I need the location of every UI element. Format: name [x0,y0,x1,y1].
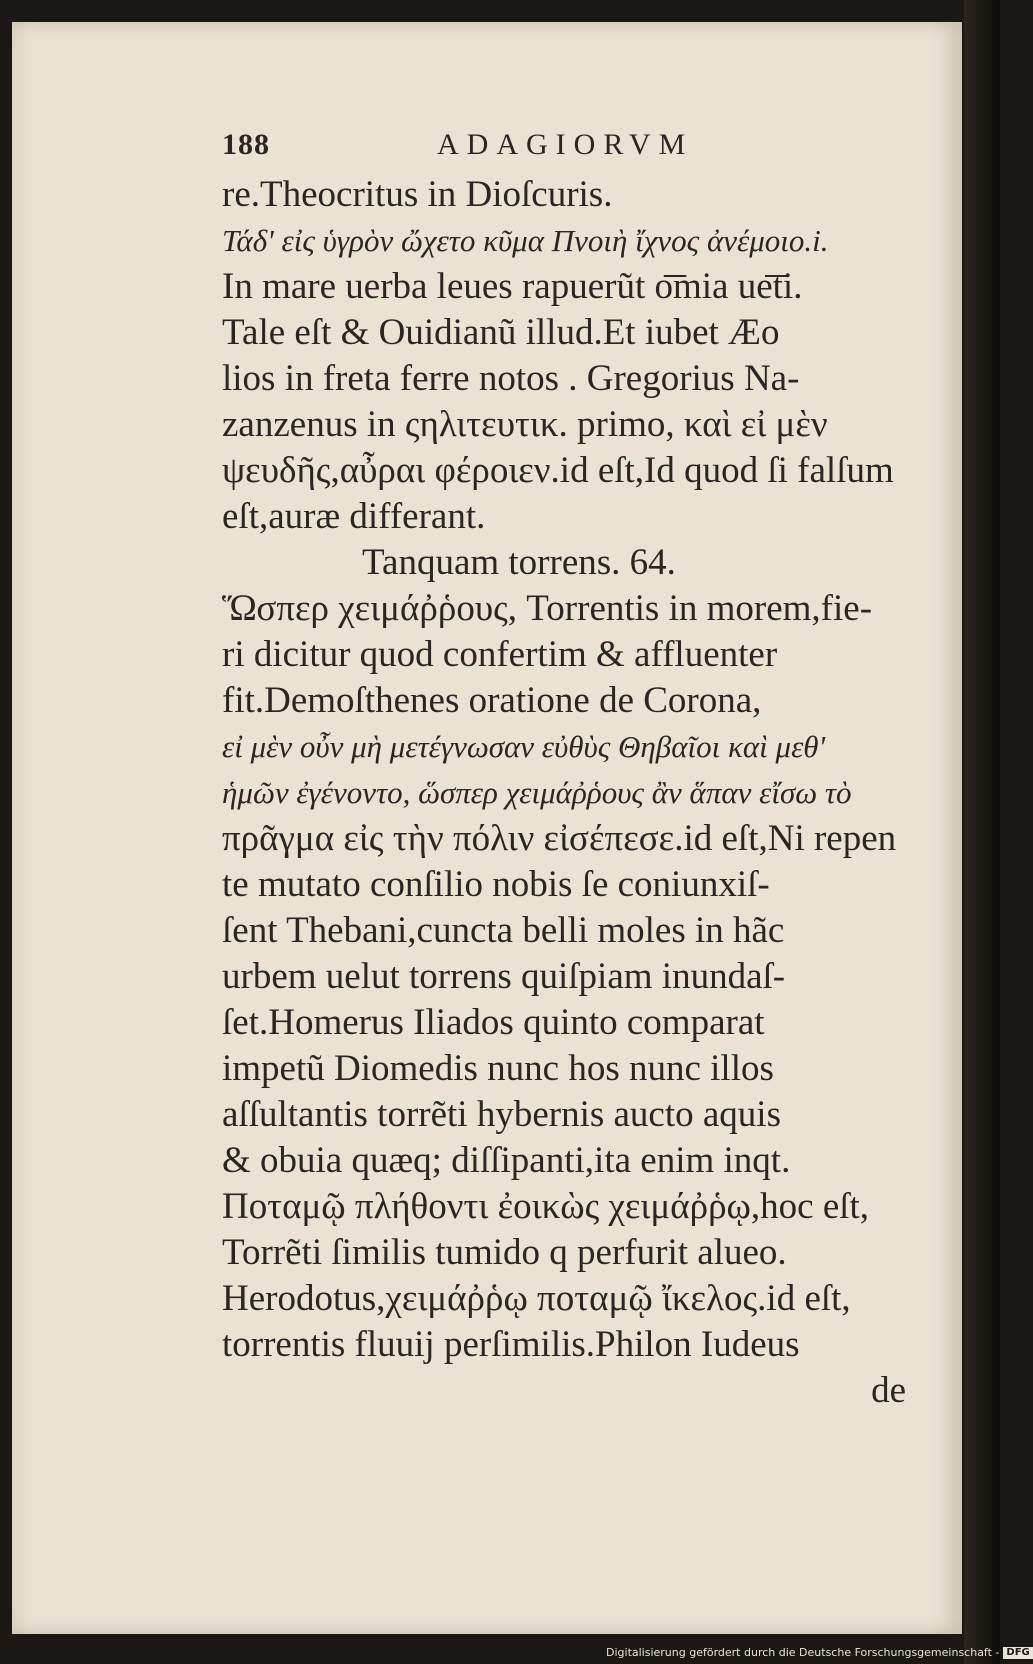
text-line: Tale eſt & Ouidianũ illud.Et iubet Æo [222,312,780,353]
text-line: & obuia quæq; diſſipanti,ita enim inqt. [222,1140,791,1181]
text-line: urbem uelut torrens quiſpiam inundaſ- [222,956,786,997]
text-line: εἰ μὲν οὖν μὴ μετέγνωσαν εὐθὺς Θηβαῖοι καὶ μεθ' [222,729,826,764]
dfg-logo: DFG [1003,1647,1032,1659]
bleed-through-mark [42,350,182,364]
page-number: 188 [222,128,270,161]
footer-text: Digitalisierung gefördert durch die Deutsche Forschungsgemeinschaft - [606,1646,1000,1659]
text-line: ἡμῶν ἐγένοντο, ὥσπερ χειμάῤῥους ἂν ἅπαν εἴσω τὸ [222,775,852,810]
running-title: ADAGIORVM [437,128,694,161]
text-line: Torrẽti ſimilis tumido q perfurit alueo. [222,1232,787,1273]
text-lines [222,172,910,1414]
text-line: zanzenus in ςηλιτευτικ. primo, καὶ εἰ μὲν [222,404,828,445]
text-line: ſet.Homerus Iliados quinto comparat [222,1002,765,1043]
text-line: ri dicitur quod confertim & affluenter [222,634,778,675]
text-line: ſent Thebani,cuncta belli moles in hãc [222,910,785,951]
bleed-through-mark [42,310,182,324]
text-line: Ποταμῷ πλήθοντι ἐοικὼς χειμάῤῥῳ,hoc eſt, [222,1186,870,1227]
text-line: In mare uerba leues rapuerũt o͞mia ue͞ti. [222,266,803,307]
footer-credit [606,1646,1033,1659]
text-line: eſt,auræ differant. [222,496,486,537]
adage-heading: Tanquam torrens. 64. [362,542,676,583]
text-line: Herodotus,χειμάῤῥῳ ποταμῷ ἴκελος.id eſt, [222,1278,851,1319]
text-line: fit.Demoſthenes oratione de Corona, [222,680,762,721]
text-line: Ὥσπερ χειμάῤῥους, Torrentis in morem,fie- [222,588,873,629]
bleed-through-mark [42,260,182,274]
page-text [222,128,910,1414]
text-line: torrentis fluuij perſimilis.Philon Iudeus [222,1324,800,1365]
text-line: re.Theocritus in Dioſcuris. [222,174,613,215]
text-line: impetũ Diomedis nunc hos nunc illos [222,1048,774,1089]
text-line: Τάδ' εἰς ὑγρὸν ὤχετο κῦμα Πνοιὴ ἴχνος ἀνέμοιο.i. [222,223,829,258]
text-line: te mutato conſilio nobis ſe coniunxiſ- [222,864,770,905]
text-line: ψευδῆς,αὖραι φέροιεν.id eſt,Id quod ſi falſum [222,450,894,491]
catchword: de [871,1370,906,1411]
book-edge [964,0,1000,1664]
text-line: lios in freta ferre notos . Gregorius Na- [222,358,800,399]
text-line: aſſultantis torrẽti hybernis aucto aquis [222,1094,781,1135]
page-header [222,128,910,172]
text-line: πρᾶγμα εἰς τὴν πόλιν εἰσέπεσε.id eſt,Ni repen [222,818,897,859]
